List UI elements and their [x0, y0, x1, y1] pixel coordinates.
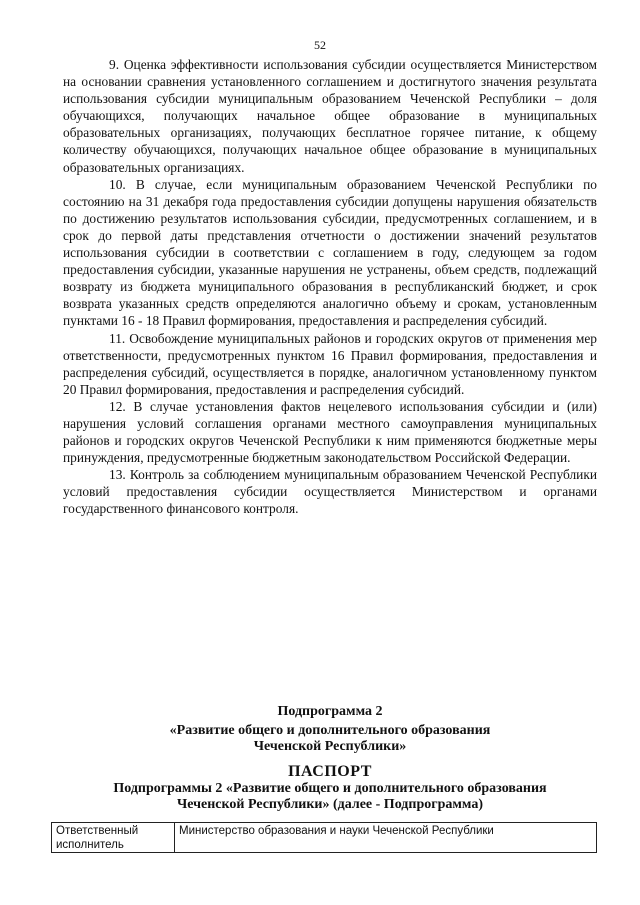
paragraph-11: 11. Освобождение муниципальных районов и городских округов от применения мер ответственности, предусмотренных пунктом 16 Правил формирования, предоставления и распределения субсидий, осуществляется в порядке, аналогичном установленному пунктом 20 Правил формирования, предоставления и распределения субсидий. [63, 330, 597, 397]
passport-subtitle [63, 781, 597, 813]
subprogram-subtitle [63, 723, 597, 755]
table-row [52, 823, 597, 853]
table-cell-label: Ответственный исполнитель [52, 823, 175, 853]
paragraph-9: 9. Оценка эффективности использования субсидии осуществляется Министерством на основании сравнения установленного соглашением и достигнутого значения результата использования субсидии муниципальным образованием Чеченской Республики – доля обучающихся, получающих начальное общее образование в муниципальных образовательных организациях, получающих бесплатное горячее питание, к общему количеству обучающихся, получающих начальное общее образование в муниципальных образовательных организациях. [63, 57, 597, 175]
passport-table [51, 822, 597, 853]
subprogram-title: Подпрограмма 2 [277, 704, 383, 719]
subprogram-subtitle-line-2: Чеченской Республики» [253, 739, 407, 754]
passport-title: ПАСПОРТ [288, 763, 372, 780]
passport-subtitle-line-1: Подпрограммы 2 «Развитие общего и дополнительного образования [113, 781, 547, 796]
body-text [63, 56, 597, 518]
paragraph-13: 13. Контроль за соблюдением муниципальным образованием Чеченской Республики условий предоставления субсидии осуществляется Министерством и органами государственного финансового контроля. [63, 467, 597, 517]
paragraph-10: 10. В случае, если муниципальным образованием Чеченской Республики по состоянию на 31 декабря года предоставления субсидии допущены нарушения обязательств по достижению результатов использования субсидии, предусмотренных соглашением, и в срок до первой даты представления отчетности о достижении значений результатов использования субсидии в соответствии с соглашением в году, следующем за годом предоставления субсидии, указанные нарушения не устранены, объем средств, подлежащий возврату из бюджета муниципального образования в республиканский бюджет, и срок возврата указанных средств определяются аналогично объему и срокам, установленным пунктами 16 - 18 Правил формирования, предоставления и распределения субсидий. [63, 176, 597, 329]
table-cell-value: Министерство образования и науки Чеченской Республики [175, 823, 597, 853]
page-number: 52 [314, 38, 326, 52]
subprogram-subtitle-line-1: «Развитие общего и дополнительного образования [169, 723, 491, 738]
passport-subtitle-line-2: Чеченской Республики» (далее - Подпрограмма) [176, 797, 484, 812]
paragraph-12: 12. В случае установления фактов нецелевого использования субсидии и (или) нарушения условий соглашения органами местного самоуправления муниципальных районов и городских округов Чеченской Республики к ним применяются бюджетные меры принуждения, предусмотренные бюджетным законодательством Российской Федерации. [63, 398, 597, 466]
